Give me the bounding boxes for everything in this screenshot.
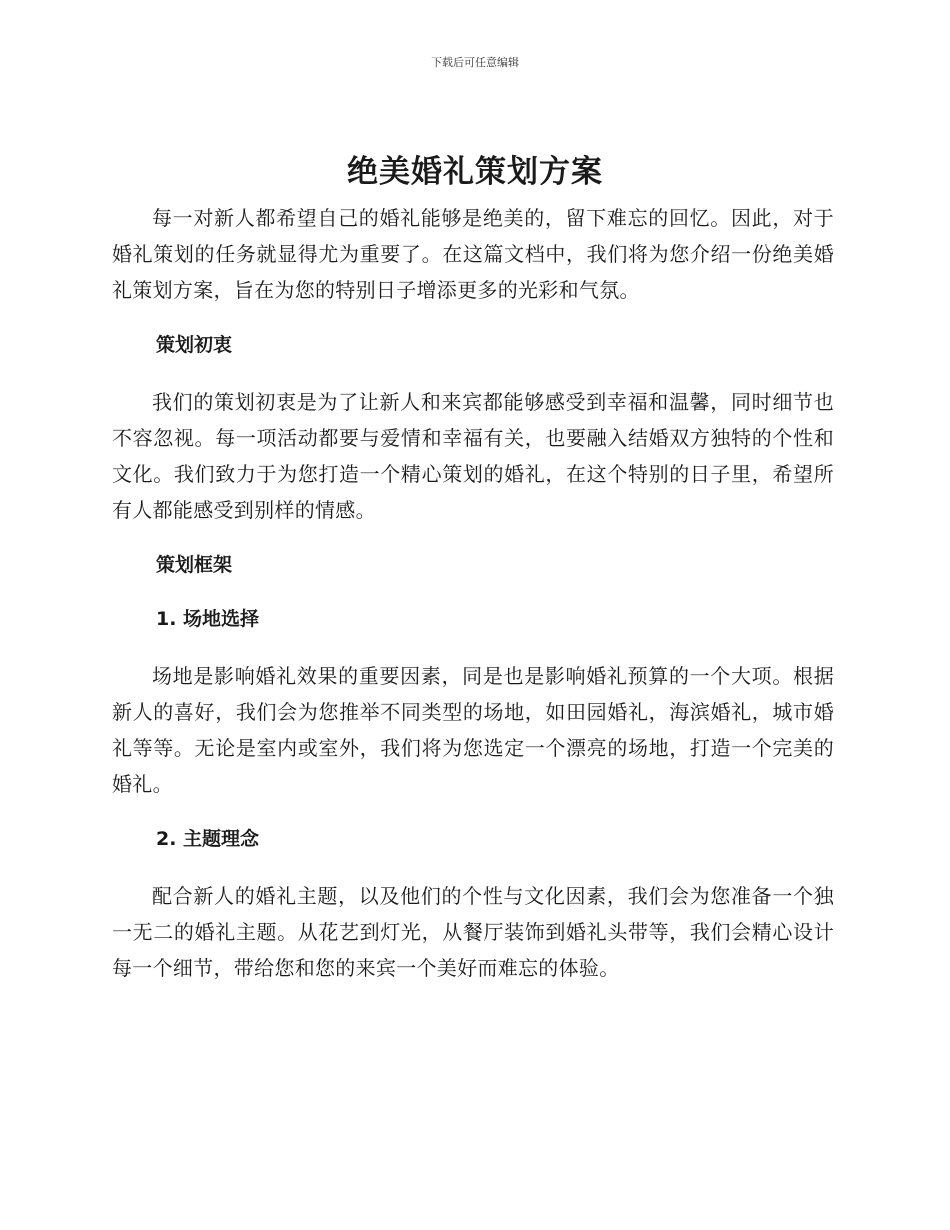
purpose-paragraph: 我们的策划初衷是为了让新人和来宾都能够感受到幸福和温馨，同时细节也不容忽视。每一项活动都要与爱情和幸福有关，也要融入结婚双方独特的个性和文化。我们致力于为您打造一个精心策划的婚礼，在这个特别的日子里，希望所有人都能感受到别样的情感。 (112, 390, 834, 522)
section-heading-framework: 策划框架 (156, 554, 233, 576)
theme-paragraph: 配合新人的婚礼主题，以及他们的个性与文化因素，我们会为您准备一个独一无二的婚礼主题。从花艺到灯光，从餐厅装饰到婚礼头带等，我们会精心设计每一个细节，带给您和您的来宾一个美好而难忘的体验。 (112, 884, 834, 980)
document-title: 绝美婚礼策划方案 (347, 154, 603, 190)
venue-paragraph: 场地是影响婚礼效果的重要因素，同是也是影响婚礼预算的一个大项。根据新人的喜好，我们会为您推举不同类型的场地，如田园婚礼，海滨婚礼，城市婚礼等等。无论是室内或室外，我们将为您选定一个漂亮的场地，打造一个完美的婚礼。 (112, 664, 834, 796)
document-body (112, 200, 834, 1008)
header-note: 下载后可任意编辑 (431, 56, 519, 69)
subheading-venue: 1. 场地选择 (156, 608, 260, 630)
subheading-theme: 2. 主题理念 (156, 828, 260, 850)
section-heading-purpose: 策划初衷 (156, 334, 233, 356)
intro-paragraph: 每一对新人都希望自己的婚礼能够是绝美的，留下难忘的回忆。因此，对于婚礼策划的任务就显得尤为重要了。在这篇文档中，我们将为您介绍一份绝美婚礼策划方案，旨在为您的特别日子增添更多的光彩和气氛。 (112, 206, 834, 302)
